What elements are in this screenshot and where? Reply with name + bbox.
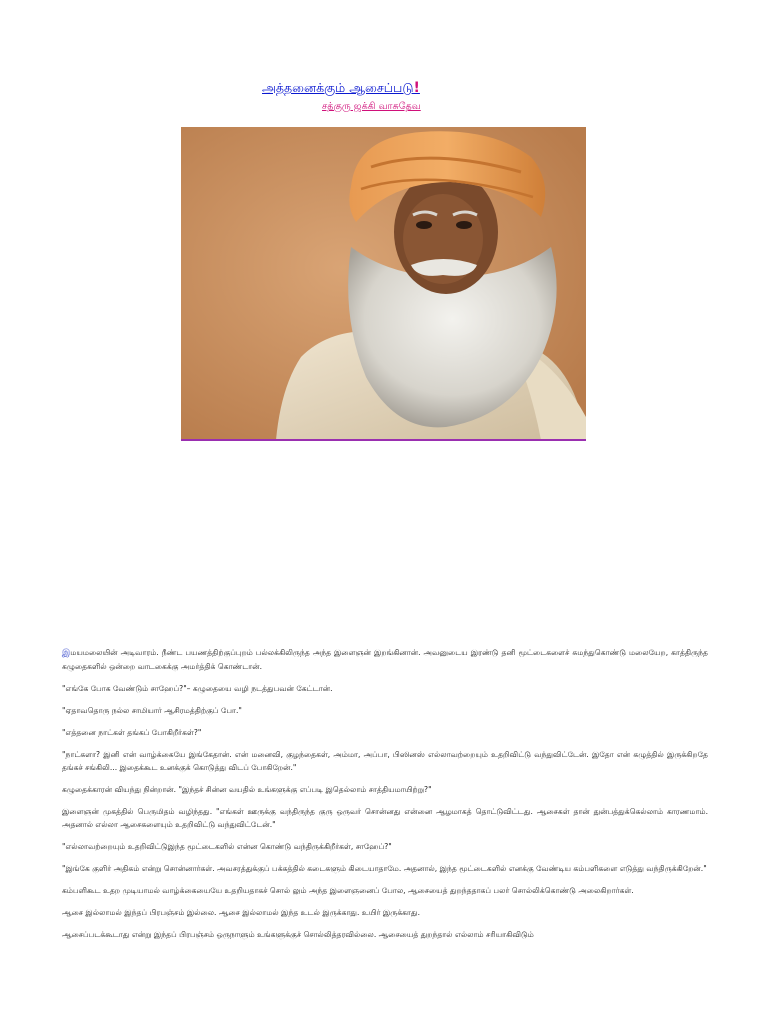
paragraph: "எல்லாவற்றையும் உதறிவிட்டுஇந்த மூட்டைகளில் என்ன கொண்டு வந்திருக்கிறீர்கள், சாஹேப்?"	[62, 842, 392, 851]
left-eye	[416, 221, 432, 229]
paragraph-text: மயமலையின் அடிவாரம். நீண்ட பயணத்திற்குப்புறம் பல்லக்கிலிருந்த அந்த இளைஞன் இறங்கினான். அவனுடைய இரண்டு தனி மூட்டைகளைச் சுமந்துகொண்டு மலையேற, காத்திருந்த கழுதைகளில் ஒன்றை வாடகைக்கு அமர்த்திக் கொண்டான்.	[62, 648, 708, 671]
article-body	[62, 646, 708, 950]
article-title-exclamation: !	[413, 80, 420, 96]
paragraph: கம்பளிகூட உதற முடியாமல் வாழ்க்கையையே உதறியதாகச் சொல் லும் அந்த இளைஞனைப் போல, ஆசையைத் துறந்ததாகப் பலர் சொல்லிக்கொண்டு அலைகிறார்கள்.	[62, 886, 634, 895]
paragraph: "நாட்களா? இனி என் வாழ்க்கையே இங்கேதான். என் மனைவி, குழந்தைகள், அம்மா, அப்பா, பிஸினஸ் எல்லாவற்றையும் உதறிவிட்டு வந்துவிட்டேன். இதோ என் கழுத்தில் இருக்கிறதே தங்கச் சங்கிலி... இதைக்கூட உனக்குக் கொடுத்து விடப் போகிறேன்."	[62, 750, 708, 772]
paragraph: "எத்தனை நாட்கள் தங்கப் போகிறீர்கள்?"	[62, 728, 202, 737]
paragraph: "இங்கே குளிர் அதிகம் என்று சொன்னார்கள். அவசரத்துக்குப் பக்கத்தில் கடைகளும் கிடையாதாமே. அதனால், இந்த மூட்டைகளில் எனக்கு வேண்டிய கம்பளிகளை எடுத்து வந்திருக்கிறேன்."	[62, 864, 707, 873]
paragraph: கழுதைக்காரன் வியந்து நின்றான். "இந்தச் சின்ன வயதில் உங்களுக்கு எப்படி இதெல்லாம் சாத்தியமாயிற்று?"	[62, 785, 432, 794]
article-title[interactable]	[262, 80, 420, 97]
paragraph: இளைஞன் முகத்தில் பெருமிதம் வழிந்தது. "எங்கள் ஊருக்கு வந்திருந்த குரு ஒருவர் சொன்னது என்னை ஆழமாகத் தொட்டுவிட்டது. ஆசைகள் தான் துன்பத்துக்கெல்லாம் காரணமாம். அதனால் எல்லா ஆசைகளையும் உதறிவிட்டு வந்துவிட்டேன்."	[62, 807, 708, 829]
photo-underline-rule	[181, 439, 586, 441]
paragraph	[62, 646, 708, 673]
drop-cap: இ	[62, 648, 71, 658]
paragraph: ஆசை இல்லாமல் இந்தப் பிரபஞ்சம் இல்லை. ஆசை இல்லாமல் இந்த உடல் இருக்காது. உயிர் இருக்காது.	[62, 908, 421, 917]
paragraph: "ஏதாவதொரு நல்ல சாமியார் ஆசிரமத்திற்குப் போ."	[62, 706, 242, 715]
portrait-illustration	[181, 127, 586, 440]
article-author[interactable]: சத்குரு ஜக்கி வாசுதேவ	[322, 101, 421, 112]
article-title-text: அத்தனைக்கும் ஆசைப்படு	[262, 80, 414, 95]
right-eye	[456, 221, 472, 229]
author-portrait-image	[181, 127, 586, 440]
paragraph: "எங்கே போக வேண்டும் சாஹேப்?"– கழுதையை வழி நடத்துபவன் கேட்டான்.	[62, 684, 333, 693]
paragraph: ஆசைப்படக்கூடாது என்று இந்தப் பிரபஞ்சம் ஒருநாளும் உங்களுக்குச் சொல்லித்தரவில்லை. ஆசையைத் துறந்தால் எல்லாம் சரியாகிவிடும்	[62, 930, 534, 939]
